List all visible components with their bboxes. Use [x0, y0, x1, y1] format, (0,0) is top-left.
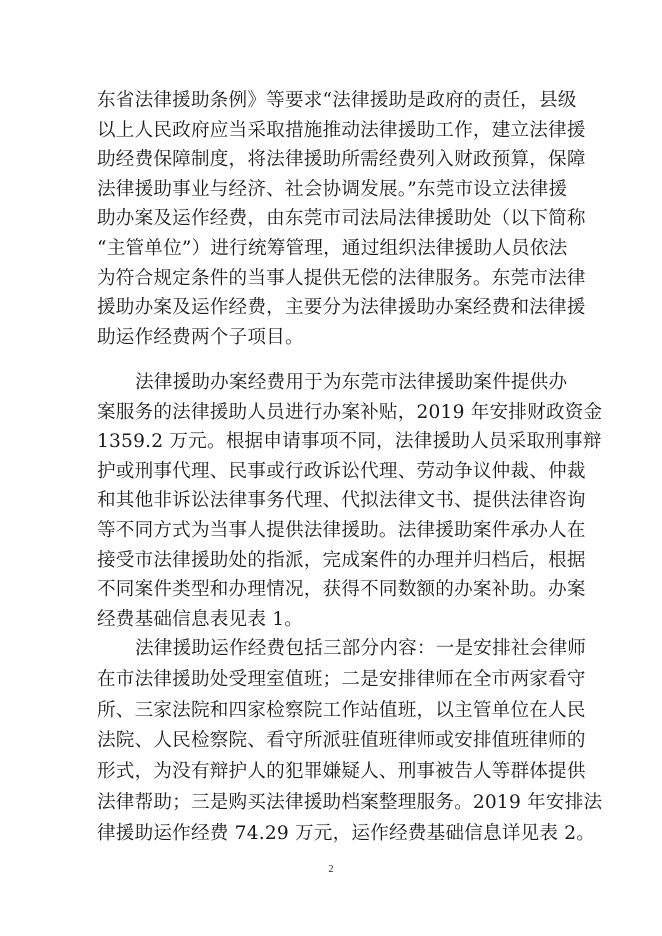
text-line: 法律援助运作经费包括三部分内容：一是安排社会律师 — [135, 638, 587, 659]
text-line: 形式，为没有辩护人的犯罪嫌疑人、刑事被告人等群体提供 — [97, 761, 586, 783]
text-line: 助运作经费两个子项目。 — [97, 326, 304, 348]
text-line: 护或刑事代理、民事或行政诉讼代理、劳动争议仲裁、仲裁 — [97, 460, 586, 482]
page-number: 2 — [328, 864, 334, 875]
text-line: 所、三家法院和四家检察院工作站值班，以主管单位在人民 — [97, 699, 586, 721]
text-line: 法律帮助；三是购买法律援助档案整理服务。2019 年安排法 — [97, 791, 603, 813]
paragraph-1 — [97, 86, 586, 352]
text-line: 接受市法律援助处的指派，完成案件的办理并归档后，根据 — [97, 549, 586, 571]
text-line: 在市法律援助处受理室值班；二是安排律师在全市两家看守 — [97, 668, 586, 690]
text-line: 法院、人民检察院、看守所派驻值班律师或安排值班律师的 — [97, 730, 586, 752]
text-line: 经费基础信息表见表 1。 — [97, 608, 304, 630]
text-line: 以上人民政府应当采取措施推动法律援助工作，建立法律援 — [97, 119, 586, 141]
text-line: 案服务的法律援助人员进行办案补贴，2019 年安排财政资金 — [97, 401, 603, 423]
text-line: 助经费保障制度，将法律援助所需经费列入财政预算，保障 — [97, 149, 586, 171]
text-line: 不同案件类型和办理情况，获得不同数额的办案补助。办案 — [97, 579, 586, 601]
text-line: 法律援助事业与经济、社会协调发展。”东莞市设立法律援 — [97, 178, 568, 200]
text-line: 法律援助办案经费用于为东莞市法律援助案件提供办 — [135, 372, 568, 393]
paragraph-2 — [97, 368, 603, 634]
text-line: “主管单位”）进行统筹管理，通过组织法律援助人员依法 — [97, 237, 568, 259]
text-line: 等不同方式为当事人提供法律援助。法律援助案件承办人在 — [97, 519, 586, 541]
text-line: 援助办案及运作经费，主要分为法律援助办案经费和法律援 — [97, 297, 586, 319]
paragraph-3 — [97, 634, 603, 850]
text-line: 助办案及运作经费，由东莞市司法局法律援助处（以下简称 — [97, 208, 586, 230]
text-line: 律援助运作经费 74.29 万元，运作经费基础信息详见表 2。 — [97, 822, 596, 844]
text-line: 1359.2 万元。根据申请事项不同，法律援助人员采取刑事辩 — [97, 431, 602, 453]
text-line: 为符合规定条件的当事人提供无偿的法律服务。东莞市法律 — [97, 267, 586, 289]
text-line: 和其他非诉讼法律事务代理、代拟法律文书、提供法律咨询 — [97, 490, 586, 512]
text-line: 东省法律援助条例》等要求“法律援助是政府的责任，县级 — [97, 90, 577, 111]
